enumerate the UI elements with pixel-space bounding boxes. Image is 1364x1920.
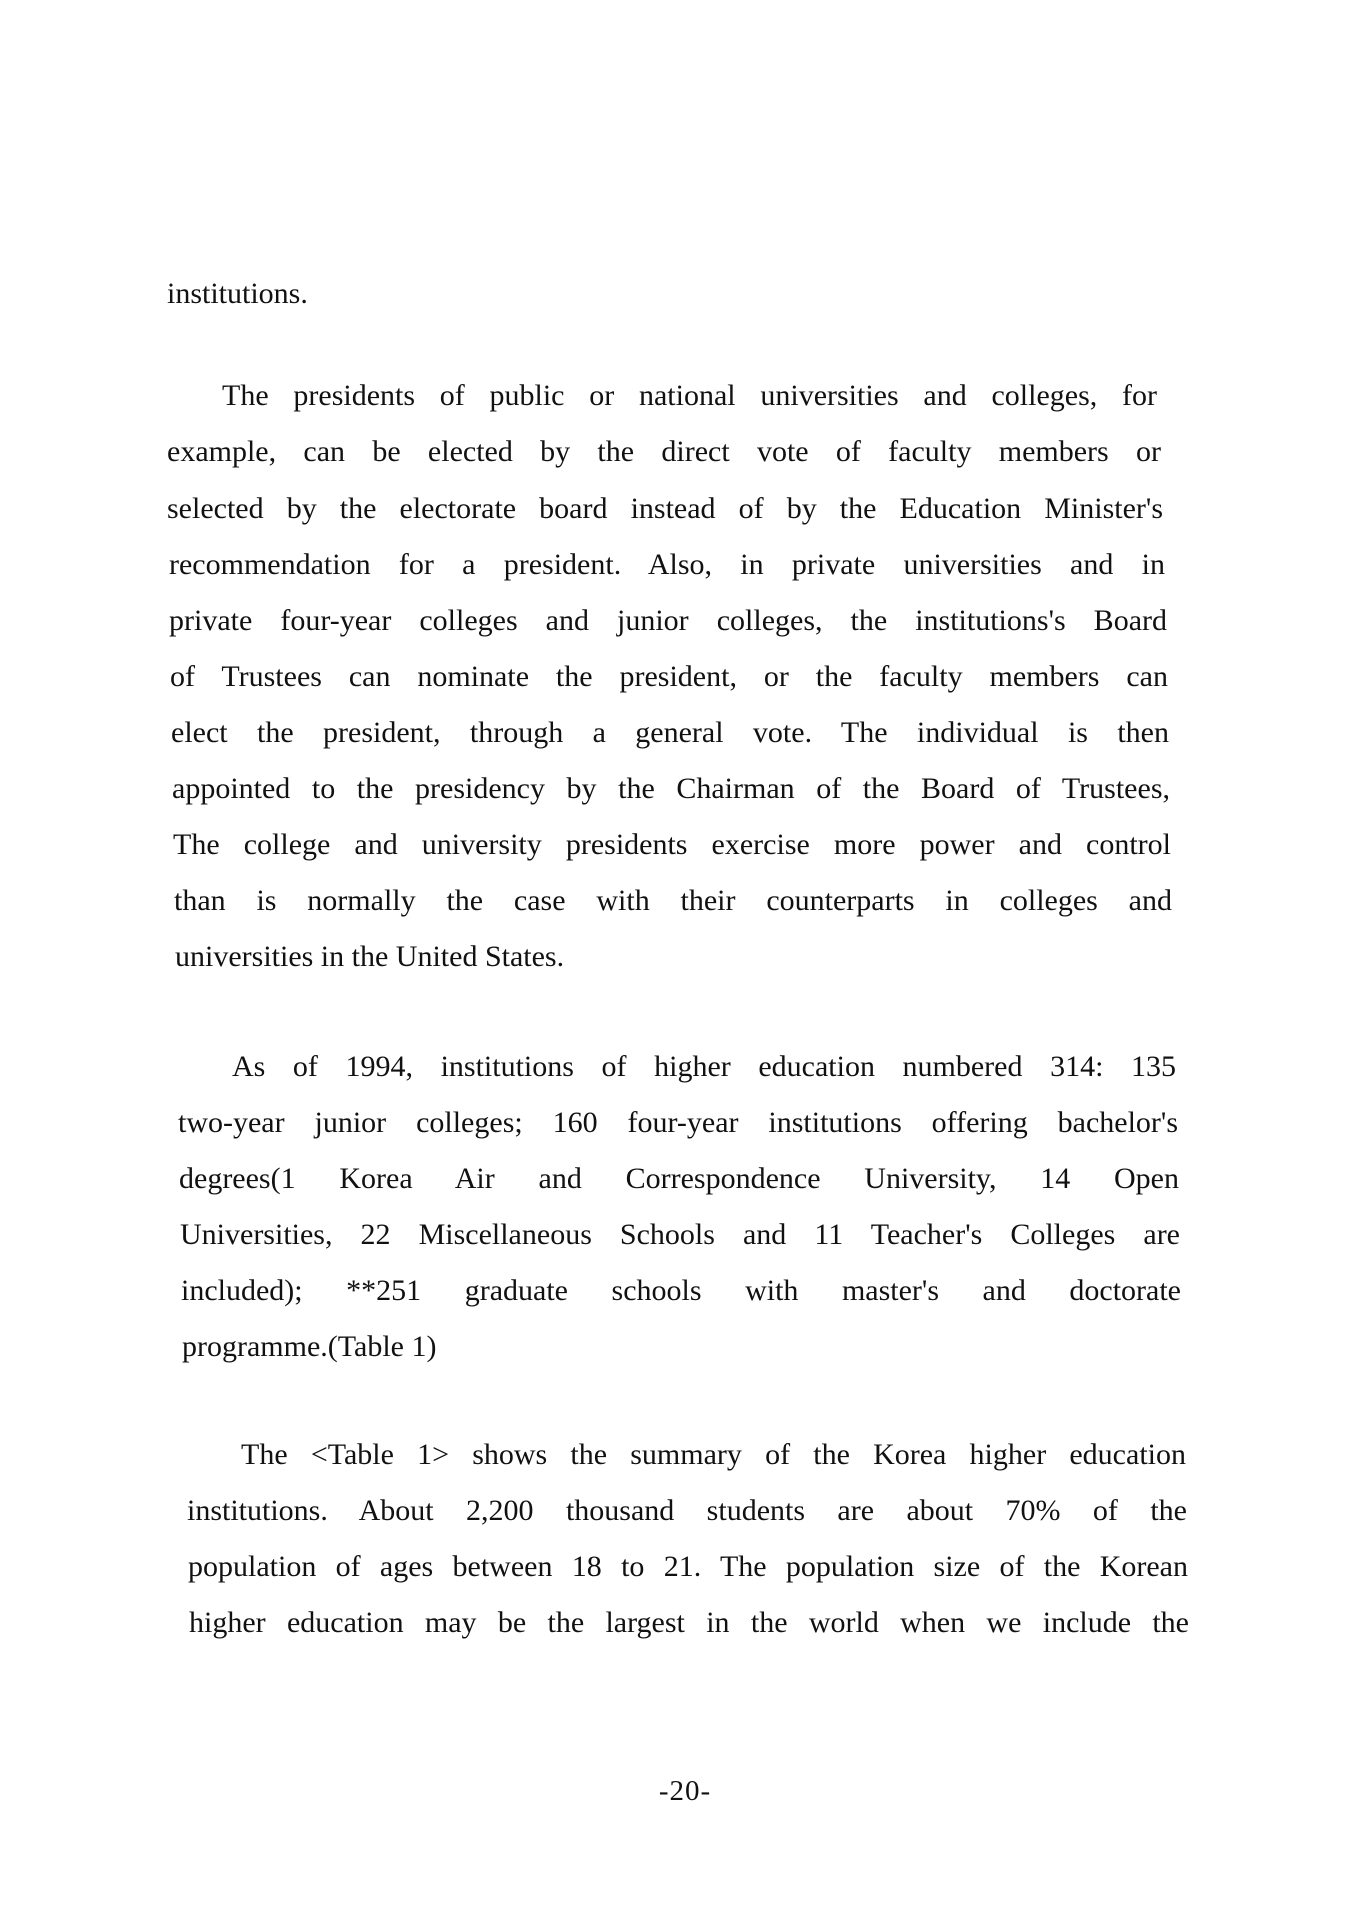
paragraph-line: population of ages between 18 to 21. The population size of the Korean (188, 1550, 1188, 1583)
paragraph-line: appointed to the presidency by the Chairman of the Board of Trustees, (172, 772, 1170, 805)
paragraph-line: The presidents of public or national universities and colleges, for (222, 379, 1157, 412)
paragraph-line: selected by the electorate board instead of by the Education Minister's (167, 492, 1163, 525)
paragraph-line: The college and university presidents exercise more power and control (173, 828, 1171, 861)
paragraph-line: two-year junior colleges; 160 four-year institutions offering bachelor's (178, 1106, 1178, 1139)
paragraph-line: included); **251 graduate schools with master's and doctorate (181, 1274, 1181, 1307)
paragraph-line: of Trustees can nominate the president, or the faculty members can (170, 660, 1168, 693)
paragraph-line: institutions. About 2,200 thousand students are about 70% of the (187, 1494, 1187, 1527)
paragraph-line: recommendation for a president. Also, in private universities and in (169, 548, 1165, 581)
continuation-line: institutions. (167, 277, 308, 310)
paragraph-line: universities in the United States. (175, 940, 565, 973)
paragraph-line: degrees(1 Korea Air and Correspondence University, 14 Open (179, 1162, 1179, 1195)
paragraph-line: elect the president, through a general vote. The individual is then (171, 716, 1169, 749)
paragraph-line: programme.(Table 1) (182, 1330, 437, 1363)
paragraph-line: than is normally the case with their counterparts in colleges and (174, 884, 1172, 917)
paragraph-line: higher education may be the largest in the world when we include the (189, 1606, 1189, 1639)
paragraph-line: The <Table 1> shows the summary of the Korea higher education (241, 1438, 1186, 1471)
paragraph-line: As of 1994, institutions of higher education numbered 314: 135 (232, 1050, 1176, 1083)
paragraph-line: Universities, 22 Miscellaneous Schools and 11 Teacher's Colleges are (180, 1218, 1180, 1251)
page-number: -20- (658, 1775, 712, 1807)
paragraph-line: private four-year colleges and junior colleges, the institutions's Board (169, 604, 1167, 637)
paragraph-line: example, can be elected by the direct vote of faculty members or (167, 435, 1161, 468)
